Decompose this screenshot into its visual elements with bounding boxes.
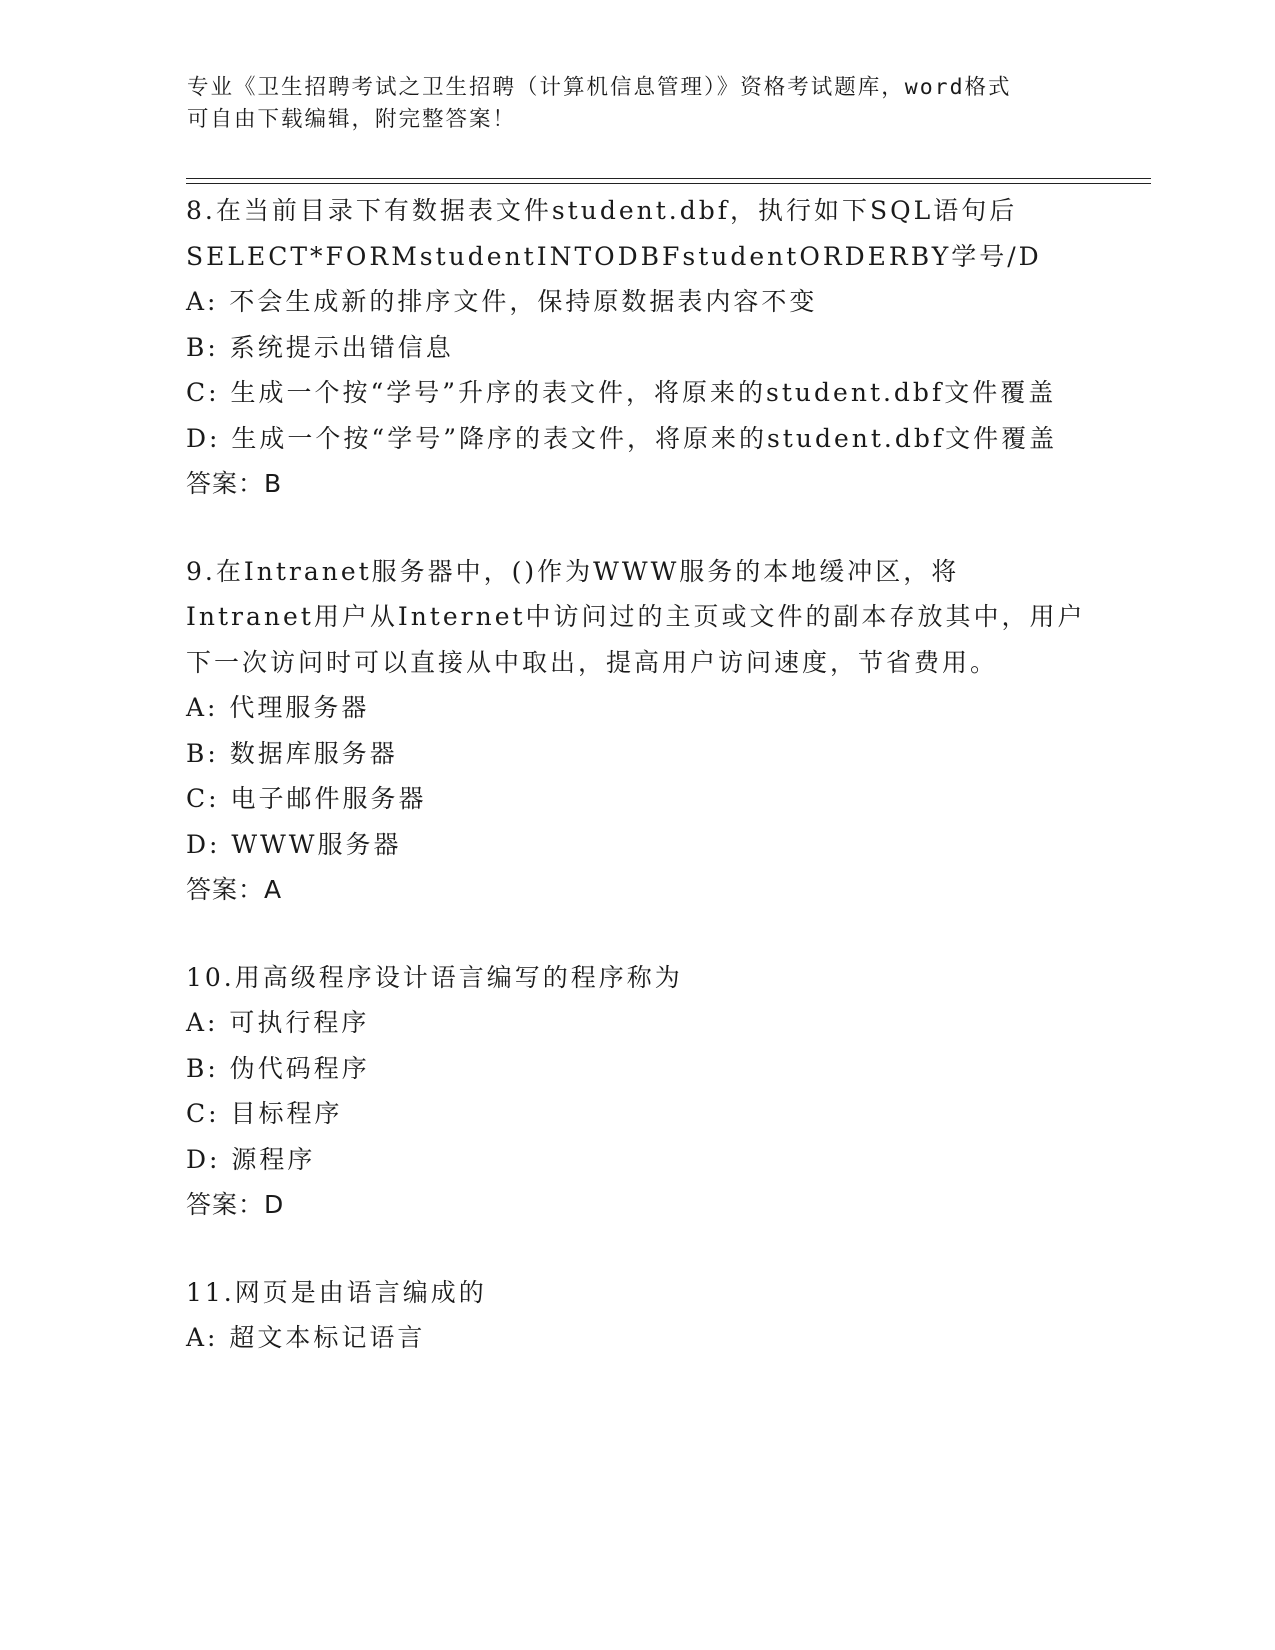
answer-text: 答案：D (186, 1190, 285, 1219)
question-stem: 8.在当前目录下有数据表文件student.dbf，执行如下SQL语句后 (186, 196, 1018, 225)
header-divider-top (186, 178, 1151, 179)
answer-text: 答案：A (186, 875, 283, 904)
header-line-2: 可自由下载编辑，附完整答案！ (187, 107, 517, 132)
option-c: C: 目标程序 (186, 1099, 343, 1128)
option-a: A: 可执行程序 (186, 1008, 370, 1037)
option-c: C: 生成一个按“学号”升序的表文件，将原来的student.dbf文件覆盖 (186, 378, 1057, 407)
option-d: D: WWW服务器 (186, 829, 402, 859)
document-header (187, 72, 1087, 136)
question-list (186, 188, 1086, 1403)
option-a: A: 不会生成新的排序文件，保持原数据表内容不变 (186, 287, 818, 316)
option-b: B: 伪代码程序 (186, 1053, 370, 1083)
option-d: D: 源程序 (186, 1144, 316, 1174)
option-a: A: 代理服务器 (186, 693, 370, 722)
option-c: C: 电子邮件服务器 (186, 784, 427, 813)
question-11 (186, 1270, 1086, 1361)
option-d: D: 生成一个按“学号”降序的表文件，将原来的student.dbf文件覆盖 (186, 423, 1058, 453)
header-divider-bottom (186, 183, 1151, 184)
option-b: B: 数据库服务器 (186, 738, 398, 768)
question-stem-sql: SELECT*FORMstudentINTODBFstudentORDERBY学号/D (186, 241, 1042, 271)
question-9 (186, 549, 1086, 913)
answer-text: 答案：B (186, 469, 283, 498)
question-stem: 9.在Intranet服务器中，()作为WWW服务的本地缓冲区，将Intranet用户从Internet中访问过的主页或文件的副本存放其中，用户下一次访问时可以直接从中取出，提高用户访问速度，节省费用。 (186, 556, 1086, 677)
question-stem: 10.用高级程序设计语言编写的程序称为 (186, 962, 683, 992)
question-stem: 11.网页是由语言编成的 (186, 1277, 487, 1307)
option-a: A: 超文本标记语言 (186, 1323, 426, 1352)
header-line-1: 专业《卫生招聘考试之卫生招聘（计算机信息管理）》资格考试题库，word格式 (187, 75, 1012, 100)
question-10 (186, 955, 1086, 1228)
question-8 (186, 188, 1086, 507)
option-b: B: 系统提示出错信息 (186, 332, 454, 362)
